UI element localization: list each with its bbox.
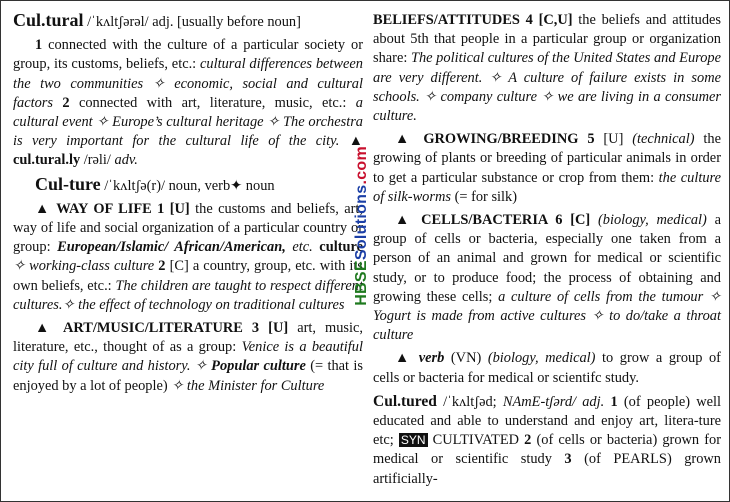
- sense-definition: the customs and beliefs, art, way of life and social organization of a particular country or group:: [13, 200, 364, 256]
- sense-example: etc.: [285, 239, 313, 256]
- sense-example: cultural differences between the two communities ✧ economic, social and cultural factors: [13, 56, 363, 111]
- entry-cultural-header: [13, 11, 363, 32]
- cultured-pronunciation: /ˈkʌltʃəd;: [436, 393, 503, 410]
- sense-label: (technical): [632, 131, 695, 148]
- sense-definition: to grow a group of cells or bacteria for medical or scientifc study.: [373, 350, 721, 386]
- sense-emphasis: European/Islamic/ African/American,: [57, 239, 286, 256]
- cultured-us-pronunciation: NAmE-tʃərd/ adj.: [502, 393, 605, 410]
- headword-cultural: Cul.tural: [13, 10, 84, 30]
- sense-cells-bacteria: [373, 211, 721, 345]
- culture-pronunciation: /ˈkʌltʃə(r)/ noun, verb✦ noun: [100, 177, 275, 194]
- sense-definition: (of PEARLS) grown artificially-: [373, 451, 721, 487]
- sense-definition: art, music, literature, etc., thought of as a group:: [13, 320, 363, 356]
- left-column: [13, 11, 363, 400]
- sense-verb: [373, 349, 721, 387]
- sense-definition: the growing of plants or breeding of particular animals in order to get a particular substance or crop from them:: [373, 131, 721, 186]
- headword-cultured: Cul.tured: [373, 392, 437, 410]
- sense-definition: the beliefs and attitudes about 5th that people in a particular group or organization share:: [373, 12, 721, 67]
- entry-cultural-senses: [13, 36, 363, 170]
- sense-example: The children are taught to respect different cultures.✧ the effect of technology on traditional cultures: [13, 277, 363, 313]
- sense-art-music-literature: [13, 319, 363, 396]
- sense-label: (biology, medical): [487, 350, 596, 367]
- synonym-badge: SYN: [400, 433, 426, 448]
- sense-definition: connected with the culture of a particular society or group, its customs, beliefs, etc.:: [13, 37, 363, 73]
- watermark-part: Solutions: [353, 184, 370, 261]
- sense-heading: ▲ ART/MUSIC/LITERATURE 3 [U]: [35, 320, 289, 337]
- sense-label: (biology, medical): [590, 212, 707, 229]
- sense-number: 2: [524, 432, 532, 449]
- sense-definition: a group of cells or bacteria, especially one taken from a person of an animal and grown for medical or scientific study, or to produce food; the process of obtaining and growing these cells;: [373, 212, 721, 305]
- sense-beliefs-attitudes: [373, 11, 721, 126]
- watermark-part: .com: [353, 146, 370, 185]
- sense-growing-breeding: [373, 130, 721, 207]
- sense-heading: BELIEFS/ATTITUDES 4 [C,U]: [373, 12, 573, 28]
- sense-keyword: culture: [312, 239, 363, 256]
- sense-heading: ▲ verb: [395, 350, 445, 367]
- sense-number: 1: [604, 393, 618, 410]
- sense-gloss: (= for silk): [450, 188, 518, 205]
- sense-way-of-life: [13, 200, 363, 315]
- entry-cultured: [373, 392, 721, 489]
- cultural-pronunciation: /ˈkʌltʃərəl/ adj. [usually before noun]: [83, 14, 301, 30]
- sense-example: ✧ the Minister for Culture: [171, 377, 325, 394]
- watermark-logo: [353, 146, 371, 306]
- sense-grammar-tag: (VN): [444, 350, 488, 367]
- sense-example: ✧ working-class culture: [13, 258, 155, 275]
- headword-culture: Cul-ture: [35, 173, 101, 194]
- derivative-pos: adv.: [114, 152, 138, 169]
- sense-number: 1: [35, 37, 43, 54]
- sense-example: a cultural event ✧ Europe’s cultural heritage ✧ The orchestra is very important for the cultural life of the city.: [13, 94, 363, 150]
- sense-heading: ▲ WAY OF LIFE 1 [U]: [35, 200, 190, 217]
- sense-example: the culture of silk-worms: [373, 169, 722, 205]
- derivative-headword: ▲ cul.tural.ly: [13, 133, 363, 169]
- sense-gloss: (= that is enjoyed by a lot of people): [13, 358, 363, 394]
- sense-number: 2: [52, 94, 70, 111]
- sense-heading: ▲ CELLS/BACTERIA 6 [C]: [395, 212, 591, 229]
- synonym-word: CULTIVATED: [427, 432, 525, 449]
- entry-culture-header: [13, 175, 363, 196]
- derivative-pronunciation: /rəli/: [80, 152, 115, 169]
- right-column: [373, 11, 721, 493]
- sense-example: Venice is a beautiful city full of culture and history. ✧: [13, 339, 363, 375]
- sense-heading: ▲ GROWING/BREEDING 5: [395, 131, 595, 148]
- sense-example: a culture of cells from the tumour ✧ Yogurt is made from active cultures ✧ to do/take a throat culture: [373, 288, 721, 344]
- sense-definition: [C] a country, group, etc. with its own beliefs, etc.:: [13, 258, 363, 294]
- sense-number: 2: [154, 258, 166, 275]
- sense-grammar-tag: [U]: [594, 131, 633, 148]
- sense-example: The political cultures of the United States and Europe are very different. ✧ A culture of failure exists in some schools. ✧ company culture ✧ we are living in a consumer culture.: [373, 50, 721, 125]
- sense-definition: connected with art, literature, music, etc.:: [69, 94, 356, 111]
- sense-number: 3: [564, 451, 572, 468]
- sense-emphasis: Popular culture: [211, 358, 306, 375]
- sense-definition: (of cells or bacteria) grown for medical or scientific study: [373, 432, 721, 468]
- sense-definition: (of people) well educated and able to understand and enjoy art, litera-ture etc;: [373, 393, 722, 449]
- watermark-part: HBSE: [353, 260, 370, 306]
